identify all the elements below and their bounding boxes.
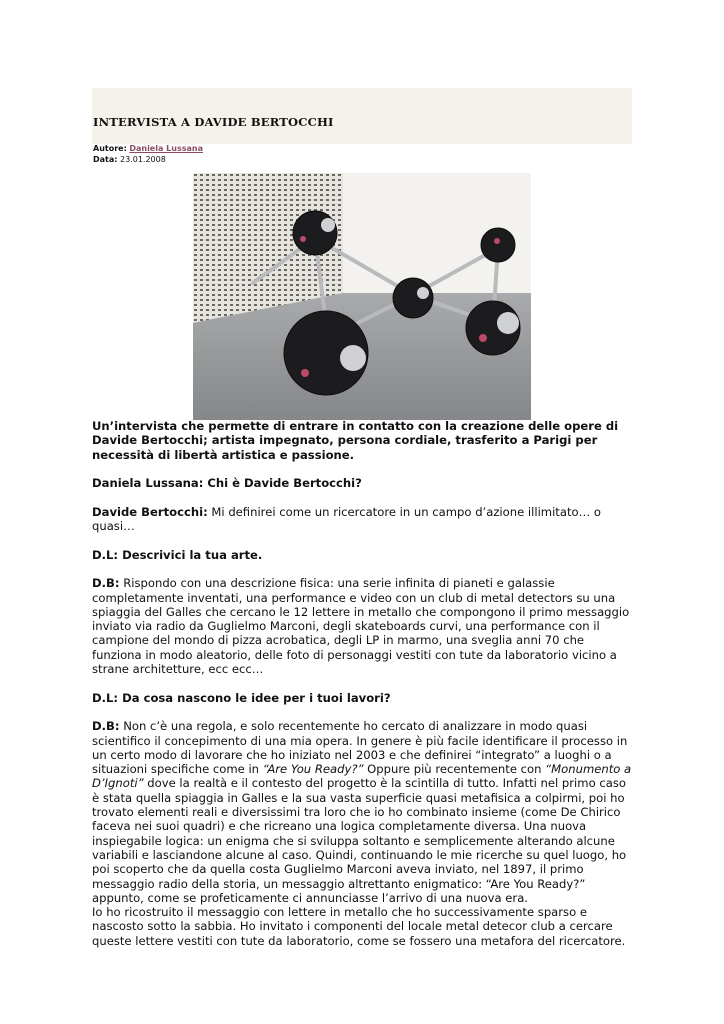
- work-title-monumento: “Monumento a D’Ignoti”: [92, 762, 632, 791]
- work-title-are-you-ready: “Are You Ready?”: [262, 762, 364, 777]
- author-label: Autore:: [93, 144, 127, 153]
- question-1: Daniela Lussana: Chi è Davide Bertocchi?: [92, 476, 362, 491]
- answer-3: [92, 719, 634, 948]
- author-line: [93, 143, 203, 154]
- date-line: [93, 154, 203, 165]
- answer-3-text-4: Io ho ricostruito il messaggio con lettere in metallo che ho successivamente sparso e nascosto sotto la sabbia. Ho invitato i componenti del locale metal detecor club a cercare queste lettere vestiti con tute da laboratorio, come se fossero una metafora del ricercatore.: [92, 905, 626, 948]
- artwork-illustration: [193, 173, 531, 420]
- answer-3-speaker: D.B:: [92, 719, 120, 734]
- date-label: Data:: [93, 155, 118, 164]
- artwork-photo: [193, 173, 531, 420]
- answer-3-text-1: Non c’è una regola, e solo recentemente ho cercato di analizzare in modo quasi scientifico il concepimento di una mia opera. In genere è più facile identificare il processo in un certo modo di lavorare che ho iniziato nel 2003 e che definirei “integrato” a luoghi o a situazioni specifiche come in: [92, 719, 628, 777]
- article-body: [92, 419, 634, 962]
- date-value: 23.01.2008: [120, 155, 166, 164]
- question-3: D.L: Da cosa nascono le idee per i tuoi lavori?: [92, 690, 391, 705]
- question-2: D.L: Descrivici la tua arte.: [92, 547, 263, 562]
- answer-1-speaker: Davide Bertocchi:: [92, 504, 208, 519]
- article-title: INTERVISTA A DAVIDE BERTOCCHI: [93, 115, 334, 129]
- answer-2-speaker: D.B:: [92, 576, 120, 591]
- answer-3-text-2: Oppure più recentemente con: [363, 762, 546, 777]
- answer-3-text-3: dove la realtà e il contesto del progetto è la scintilla di tutto. Infatti nel primo caso è stata quella spiaggia in Galles e la sua vasta superficie quasi metafisica a colpirmi, poi ho trovato elementi reali e diversissimi tra loro che io ho combinato insieme (come De Chirico faceva nei suoi quadri) e che ricreano una logica completamente diversa. Una nuova inspiegabile logica: un enigma che si sviluppa soltanto e semplicemente alterando alcune variabili e lasciandone alcune al caso. Quindi, continuando le mie ricerche su quel luogo, ho poi scoperto che da quella costa Guglielmo Marconi aveva inviato, nel 1897, il primo messaggio radio della storia, un messaggio altrettanto enigmatico: “Are You Ready?” appunto, come se profeticamente ci annunciasse l’arrivo di una nuova era.: [92, 776, 627, 905]
- answer-2: [92, 576, 634, 676]
- answer-1-text: Mi definirei come un ricercatore in un campo d’azione illimitato… o quasi…: [92, 504, 601, 534]
- author-link[interactable]: Daniela Lussana: [129, 144, 203, 153]
- answer-1: [92, 505, 634, 534]
- answer-2-text: Rispondo con una descrizione fisica: una serie infinita di pianeti e galassie completamente inventati, una performance e video con un club di metal detectors su una spiaggia del Galles che cercano le 12 lettere in metallo che compongono il primo messaggio inviato via radio da Guglielmo Marconi, degli skateboards curvi, una performance con il campione del mondo di pizza acrobatica, degli LP in marmo, una sveglia anni 70 che funziona in modo aleatorio, delle foto di personaggi vestiti con tute da laboratorio vicino a strane architetture, ecc ecc…: [92, 576, 630, 677]
- intro-paragraph: Un’intervista che permette di entrare in contatto con la creazione delle opere di Davide Bertocchi; artista impegnato, persona cordiale, trasferito a Parigi per necessità di libertà artistica e passione.: [92, 419, 619, 462]
- article-meta: [93, 143, 203, 165]
